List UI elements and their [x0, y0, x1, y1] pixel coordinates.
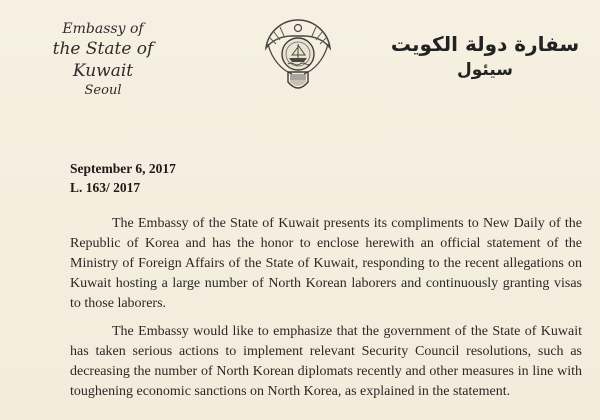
- letterhead-line-city: Seoul: [84, 83, 122, 98]
- letterhead-english: [28, 20, 178, 100]
- letterhead-line-embassy-of: Embassy of: [62, 21, 144, 37]
- letterhead-arabic-embassy: سفارة دولة الكويت: [390, 32, 580, 56]
- letterhead-line-state: the State of Kuwait: [52, 39, 154, 81]
- letterhead-arabic-city: سيئول: [456, 60, 513, 80]
- paragraph-1: The Embassy of the State of Kuwait presents its compliments to New Daily of the Republic of Korea and has the honor to enclose herewith an official statement of the Ministry of Foreign Affairs of the State of Kuwait, responding to the recent allegations on Kuwait hosting a large number of North Korean laborers and continuously granting visas to those laborers.: [70, 216, 582, 311]
- kuwait-emblem-icon: [262, 14, 334, 98]
- letter-reference: L. 163/ 2017: [70, 180, 141, 195]
- paragraph-2: The Embassy would like to emphasize that the government of the State of Kuwait has taken serious actions to implement relevant Security Council resolutions, such as decreasing the number of North Korean diplomats recently and other measures in line with toughening economic sanctions on North Korea, as explained in the statement.: [70, 324, 582, 399]
- letterhead-arabic: [390, 30, 580, 82]
- letter-date: September 6, 2017: [70, 161, 176, 176]
